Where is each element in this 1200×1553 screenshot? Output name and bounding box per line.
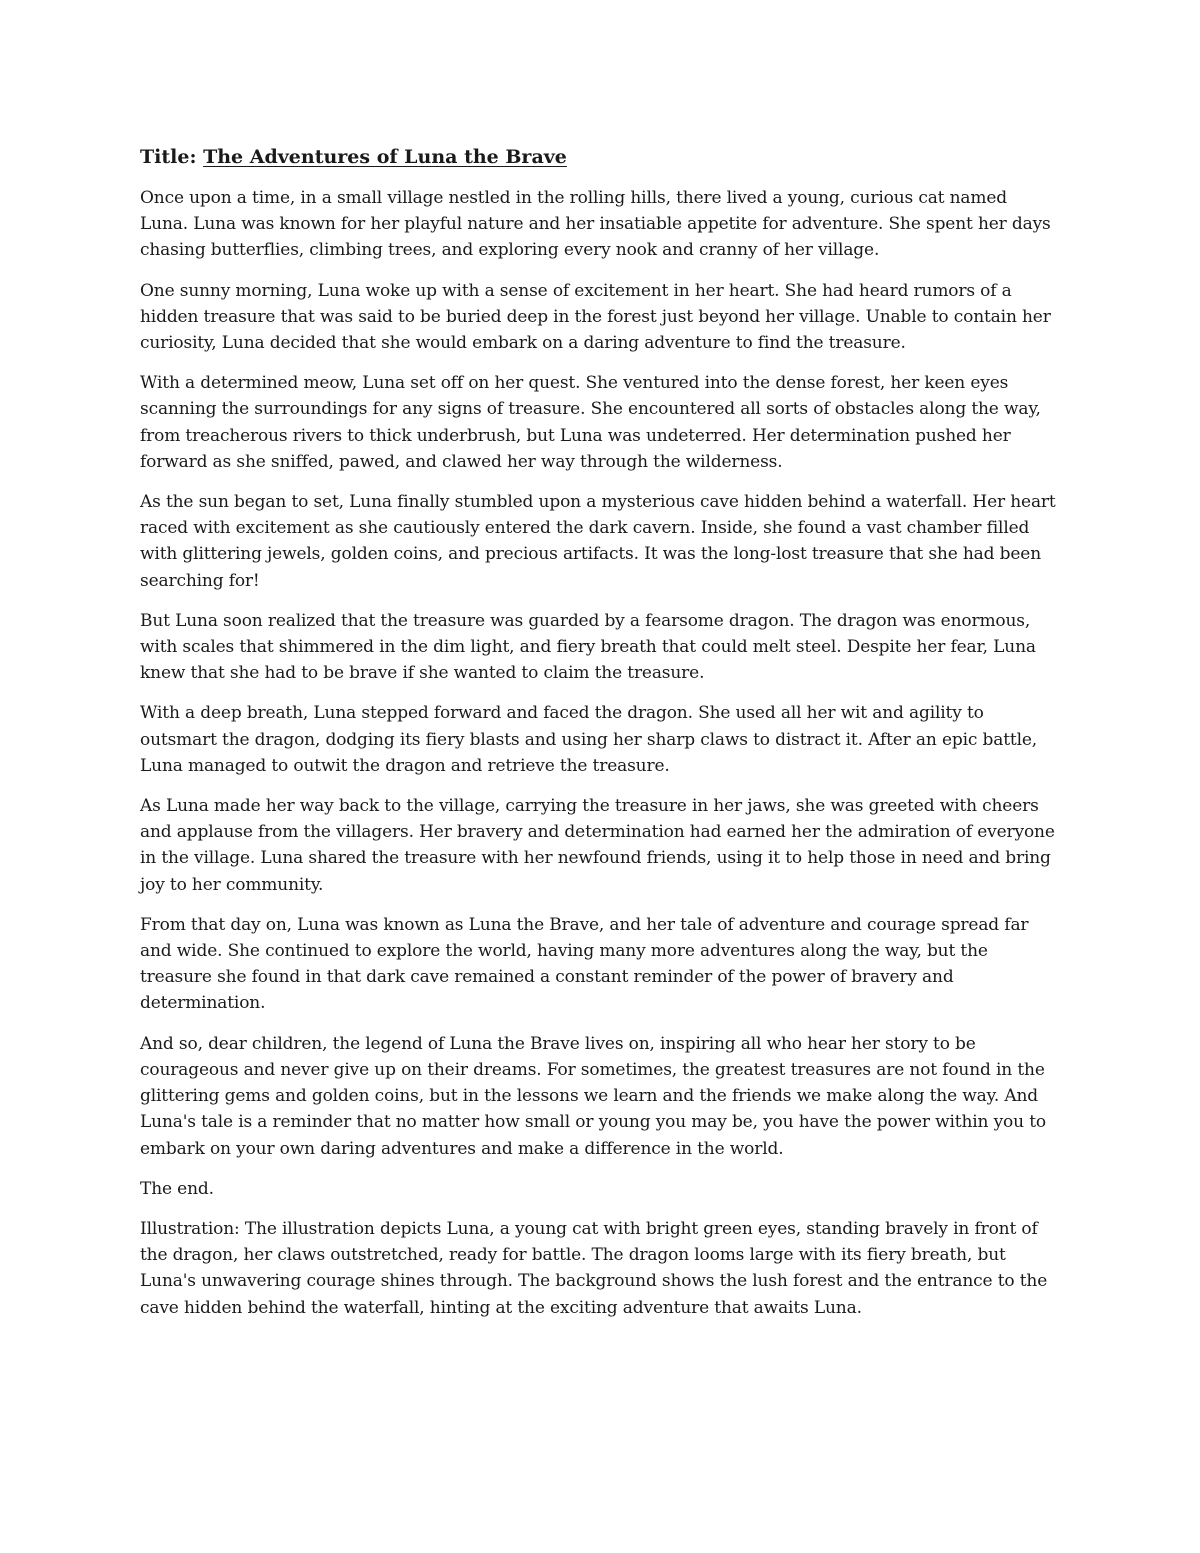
paragraph-9: And so, dear children, the legend of Luna the Brave lives on, inspiring all who hear her story to be courageous and never give up on their dreams. For sometimes, the greatest treasures are not found in the glittering gems and golden coins, but in the lessons we learn and the friends we make along the way. And Luna's tale is a reminder that no matter how small or young you may be, you have the power within you to embark on your own daring adventures and make a difference in the world. <box>140 1033 1046 1159</box>
title-label: Title: <box>140 146 197 168</box>
paragraph-6: With a deep breath, Luna stepped forward and faced the dragon. She used all her wit and agility to outsmart the dragon, dodging its fiery blasts and using her sharp claws to distract it. After an epic battle, Luna managed to outwit the dragon and retrieve the treasure. <box>140 703 1038 776</box>
paragraph-7: As Luna made her way back to the village, carrying the treasure in her jaws, she was greeted with cheers and applause from the villagers. Her bravery and determination had earned her the admiration of everyone in the village. Luna shared the treasure with her newfound friends, using it to help those in need and bring joy to her community. <box>140 796 1055 895</box>
paragraph-illustration: Illustration: The illustration depicts Luna, a young cat with bright green eyes, standing bravely in front of the dragon, her claws outstretched, ready for battle. The dragon looms large with its fiery breath, but Luna's unwavering courage shines through. The background shows the lush forest and the entrance to the cave hidden behind the waterfall, hinting at the exciting adventure that awaits Luna. <box>140 1218 1048 1318</box>
document-title <box>140 144 1060 170</box>
paragraph-2: One sunny morning, Luna woke up with a sense of excitement in her heart. She had heard rumors of a hidden treasure that was said to be buried deep in the forest just beyond her village. Unable to contain her curiosity, Luna decided that she would embark on a daring adventure to find the treasure. <box>140 280 1051 354</box>
title-text: The Adventures of Luna the Brave <box>203 146 567 168</box>
paragraph-the-end: The end. <box>140 1178 214 1199</box>
paragraph-4: As the sun began to set, Luna finally stumbled upon a mysterious cave hidden behind a waterfall. Her heart raced with excitement as she cautiously entered the dark cavern. Inside, she found a vast chamber filled with glittering jewels, golden coins, and precious artifacts. It was the long-lost treasure that she had been searching for! <box>140 492 1056 591</box>
paragraph-3: With a determined meow, Luna set off on her quest. She ventured into the dense forest, her keen eyes scanning the surroundings for any signs of treasure. She encountered all sorts of obstacles along the way, from treacherous rivers to thick underbrush, but Luna was undeterred. Her determination pushed her forward as she sniffed, pawed, and clawed her way through the wilderness. <box>140 373 1041 472</box>
paragraph-8: From that day on, Luna was known as Luna the Brave, and her tale of adventure and courage spread far and wide. She continued to explore the world, having many more adventures along the way, but the treasure she found in that dark cave remained a constant reminder of the power of bravery and determination. <box>140 914 1029 1014</box>
paragraph-5: But Luna soon realized that the treasure was guarded by a fearsome dragon. The dragon was enormous, with scales that shimmered in the dim light, and fiery breath that could melt steel. Despite her fear, Luna knew that she had to be brave if she wanted to claim the treasure. <box>140 610 1036 684</box>
paragraph-1: Once upon a time, in a small village nestled in the rolling hills, there lived a young, curious cat named Luna. Luna was known for her playful nature and her insatiable appetite for adventure. She spent her days chasing butterflies, climbing trees, and exploring every nook and cranny of her village. <box>140 188 1051 261</box>
